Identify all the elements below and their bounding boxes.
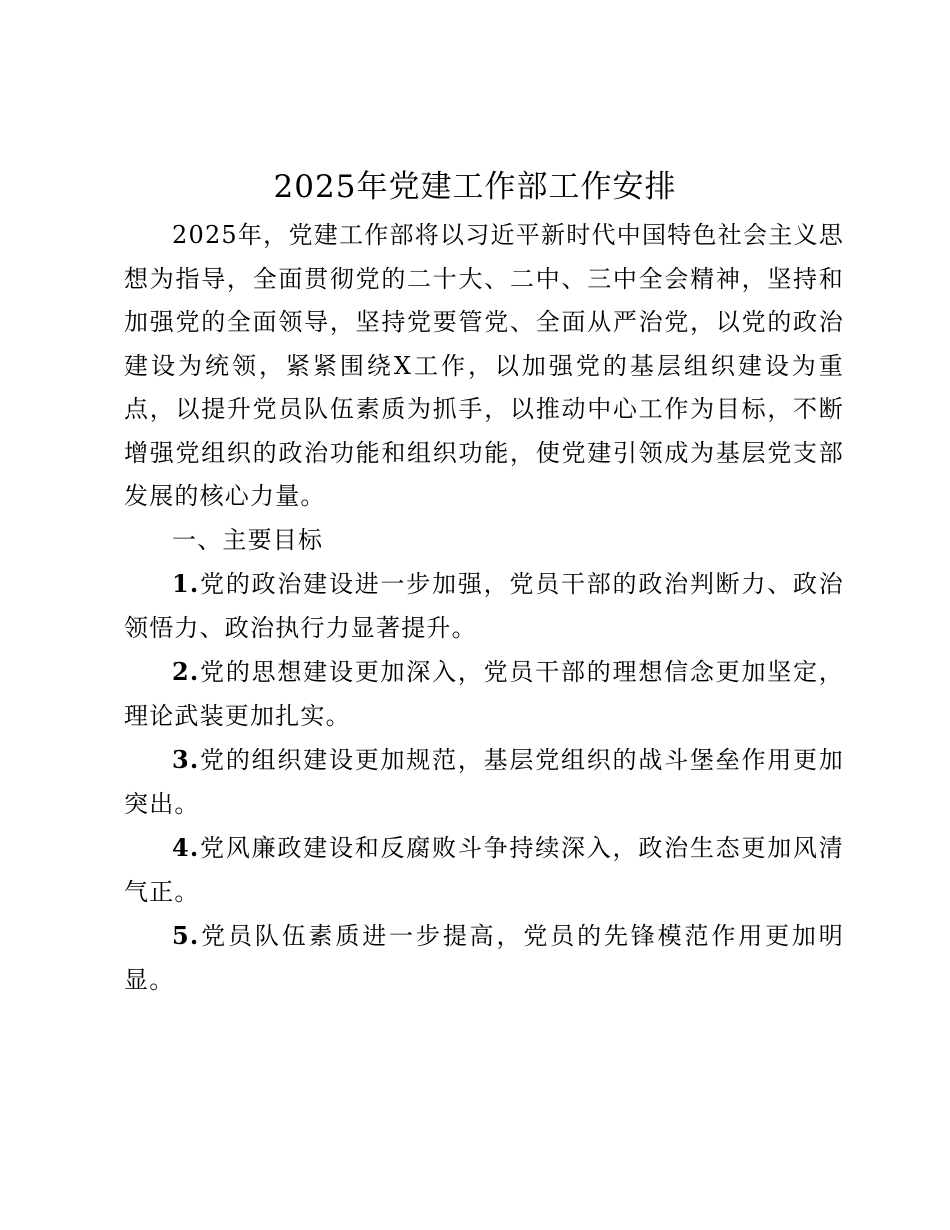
goal-number: 5. [172,921,200,950]
goal-item-3 [124,738,844,826]
document-body [124,214,844,1002]
goal-number: 3. [172,745,200,774]
goal-text: 党的组织建设更加规范，基层党组织的战斗堡垒作用更加突出。 [124,746,844,818]
goal-item-1 [124,562,844,650]
goal-item-4 [124,826,844,914]
goal-text: 党员队伍素质进一步提高，党员的先锋模范作用更加明显。 [124,922,844,994]
goal-item-5 [124,914,844,1002]
document-title: 2025年党建工作部工作安排 [273,169,677,205]
goal-text: 党的政治建设进一步加强，党员干部的政治判断力、政治领悟力、政治执行力显著提升。 [124,570,844,642]
section-heading: 一、主要目标 [172,525,324,554]
goal-text: 党的思想建设更加深入，党员干部的理想信念更加坚定，理论武装更加扎实。 [124,658,844,730]
goal-text: 党风廉政建设和反腐败斗争持续深入，政治生态更加风清气正。 [124,834,844,906]
goal-number: 1. [172,569,200,598]
goal-item-2 [124,650,844,738]
goal-number: 2. [172,657,200,686]
intro-paragraph: 2025年，党建工作部将以习近平新时代中国特色社会主义思想为指导，全面贯彻党的二十大、二中、三中全会精神，坚持和加强党的全面领导，坚持党要管党、全面从严治党，以党的政治建设为统领，紧紧围绕X工作，以加强党的基层组织建设为重点，以提升党员队伍素质为抓手，以推动中心工作为目标，不断增强党组织的政治功能和组织功能，使党建引领成为基层党支部发展的核心力量。 [124,221,844,510]
goal-number: 4. [172,833,200,862]
